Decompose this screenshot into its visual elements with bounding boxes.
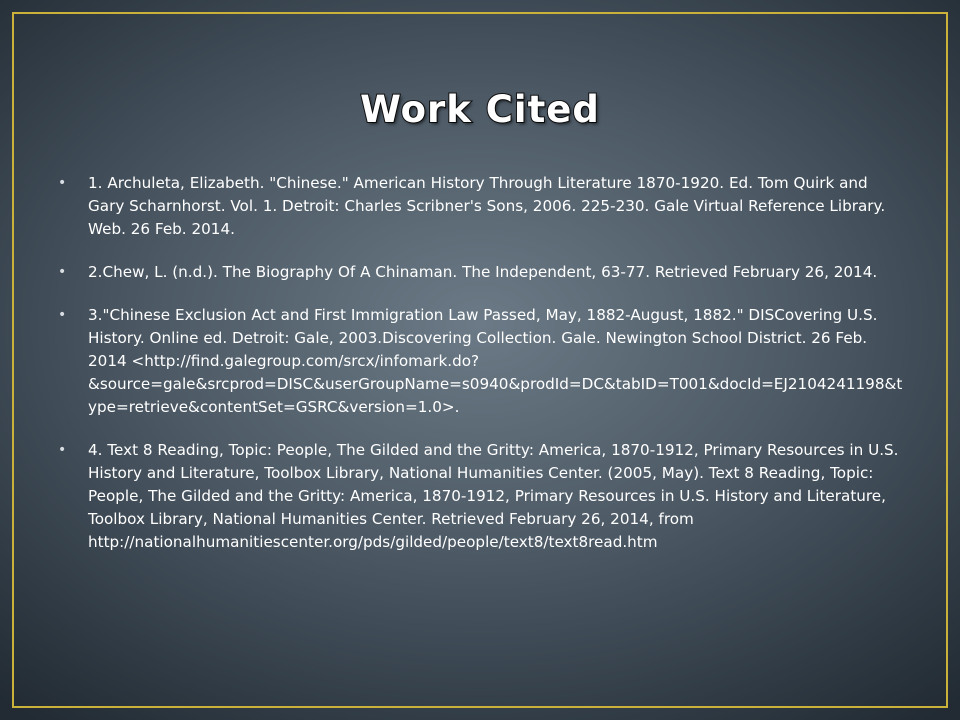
reference-text: 3."Chinese Exclusion Act and First Immigration Law Passed, May, 1882-August, 1882." DISCovering U.S. History. Online ed. Detroit: Gale, 2003.Discovering Collection. Gale. Newington School District. 26 Feb. 2014 <http://find.galegroup.com/srcx/infomark.do?&source=gale&srcprod=DISC&userGroupName=s0940&prodId=DC&tabID=T001&docId=EJ2104241198&type=retrieve&contentSet=GSRC&version=1.0>.: [88, 306, 903, 416]
reference-item: [58, 439, 908, 554]
bullet-icon: •: [58, 442, 67, 458]
slide-title: Work Cited: [360, 88, 600, 131]
bullet-icon: •: [58, 175, 67, 191]
reference-list: [58, 172, 908, 554]
bullet-icon: •: [58, 307, 67, 323]
reference-item: [58, 172, 908, 241]
reference-item: [58, 261, 908, 284]
reference-text: 4. Text 8 Reading, Topic: People, The Gilded and the Gritty: America, 1870-1912, Primary Resources in U.S. History and Literature, Toolbox Library, National Humanities Center. (2005, May). Text 8 Reading, Topic: People, The Gilded and the Gritty: America, 1870-1912, Primary Resources in U.S. History and Literature, Toolbox Library, National Humanities Center. Retrieved February 26, 2014, from http://nationalhumanitiescenter.org/pds/gilded/people/text8/text8read.htm: [88, 441, 899, 551]
reference-text: 1. Archuleta, Elizabeth. "Chinese." American History Through Literature 1870-1920. Ed. Tom Quirk and Gary Scharnhorst. Vol. 1. Detroit: Charles Scribner's Sons, 2006. 225-230. Gale Virtual Reference Library. Web. 26 Feb. 2014.: [88, 174, 886, 238]
bullet-icon: •: [58, 264, 67, 280]
reference-item: [58, 304, 908, 419]
reference-text: 2.Chew, L. (n.d.). The Biography Of A Chinaman. The Independent, 63-77. Retrieved February 26, 2014.: [88, 263, 878, 281]
